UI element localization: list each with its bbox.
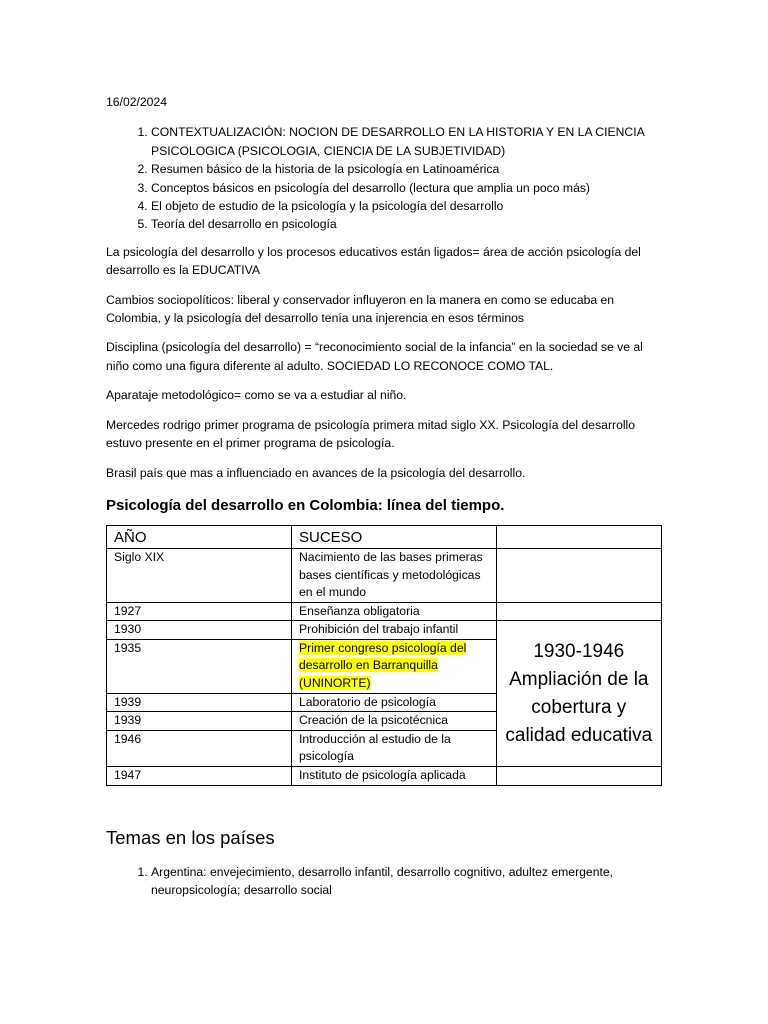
period-label: 1930-1946 Ampliación de la cobertura y calidad educativa <box>496 621 661 767</box>
header-event: SUCESO <box>292 525 497 548</box>
cell-blank <box>496 767 661 786</box>
timeline-table <box>106 525 662 786</box>
paragraph: Disciplina (psicología del desarrollo) = “reconocimiento social de la infancia” en la sociedad se ve al niño como una figura diferente al adulto. SOCIEDAD LO RECONOCE COMO TAL. <box>106 340 643 373</box>
cell-year: 1935 <box>107 639 292 693</box>
cell-blank <box>496 548 661 602</box>
paragraph: Brasil país que mas a influenciado en avances de la psicología del desarrollo. <box>106 465 526 480</box>
cell-event: Enseñanza obligatoria <box>292 602 497 621</box>
cell-year: 1930 <box>107 621 292 640</box>
cell-year: 1927 <box>107 602 292 621</box>
highlighted-text: Primer congreso psicología del desarrollo en Barranquilla (UNINORTE) <box>299 640 467 691</box>
countries-list <box>106 863 662 900</box>
outline-item: 3. Conceptos básicos en psicología del desarrollo (lectura que amplia un poco más) <box>151 179 662 197</box>
outline-item: 5. Teoría del desarrollo en psicología <box>151 215 662 233</box>
cell-event: Nacimiento de las bases primeras bases científicas y metodológicas en el mundo <box>292 548 497 602</box>
countries-title: Temas en los países <box>106 826 275 848</box>
cell-event: Laboratorio de psicología <box>292 693 497 712</box>
paragraph: Mercedes rodrigo primer programa de psicología primera mitad siglo XX. Psicología del desarrollo estuvo presente en el primer programa de psicología. <box>106 417 636 451</box>
paragraph: Cambios sociopolíticos: liberal y conservador influyeron en la manera en como se educaba en Colombia, y la psicología del desarrollo tenía una injerencia en esos términos <box>106 292 615 326</box>
cell-year: 1947 <box>107 767 292 786</box>
table-header-row <box>107 525 662 548</box>
cell-event: Prohibición del trabajo infantil <box>292 621 497 640</box>
country-item: 1. Argentina: envejecimiento, desarrollo infantil, desarrollo cognitivo, adultez emergente, neuropsicología; desarrollo social <box>151 863 662 900</box>
timeline-title: Psicología del desarrollo en Colombia: línea del tiempo. <box>106 496 505 514</box>
cell-event: Instituto de psicología aplicada <box>292 767 497 786</box>
paragraph: La psicología del desarrollo y los procesos educativos están ligados= área de acción psicología del desarrollo es la EDUCATIVA <box>106 244 641 278</box>
paragraph: Aparataje metodológico= como se va a estudiar al niño. <box>106 388 407 403</box>
outline-item: 2. Resumen básico de la historia de la psicología en Latinoamérica <box>151 160 662 178</box>
cell-year: 1939 <box>107 693 292 712</box>
table-row <box>107 548 662 602</box>
outline-item: 1. CONTEXTUALIZACIÓN: NOCION DE DESARROLLO EN LA HISTORIA Y EN LA CIENCIA PSICOLOGICA (PSICOLOGIA, CIENCIA DE LA SUBJETIVIDAD) <box>151 123 662 160</box>
cell-year: Siglo XIX <box>107 548 292 602</box>
cell-event: Introducción al estudio de la psicología <box>292 730 497 766</box>
header-blank <box>496 525 661 548</box>
cell-blank <box>496 602 661 621</box>
date: 16/02/2024 <box>106 95 167 109</box>
outline-list <box>106 123 662 233</box>
cell-year: 1946 <box>107 730 292 766</box>
cell-event: Creación de la psicotécnica <box>292 712 497 731</box>
cell-year: 1939 <box>107 712 292 731</box>
table-row <box>107 621 662 640</box>
document-page <box>106 93 662 899</box>
table-row <box>107 767 662 786</box>
cell-event <box>292 639 497 693</box>
header-year: AÑO <box>107 525 292 548</box>
table-row <box>107 602 662 621</box>
outline-item: 4. El objeto de estudio de la psicología y la psicología del desarrollo <box>151 197 662 215</box>
